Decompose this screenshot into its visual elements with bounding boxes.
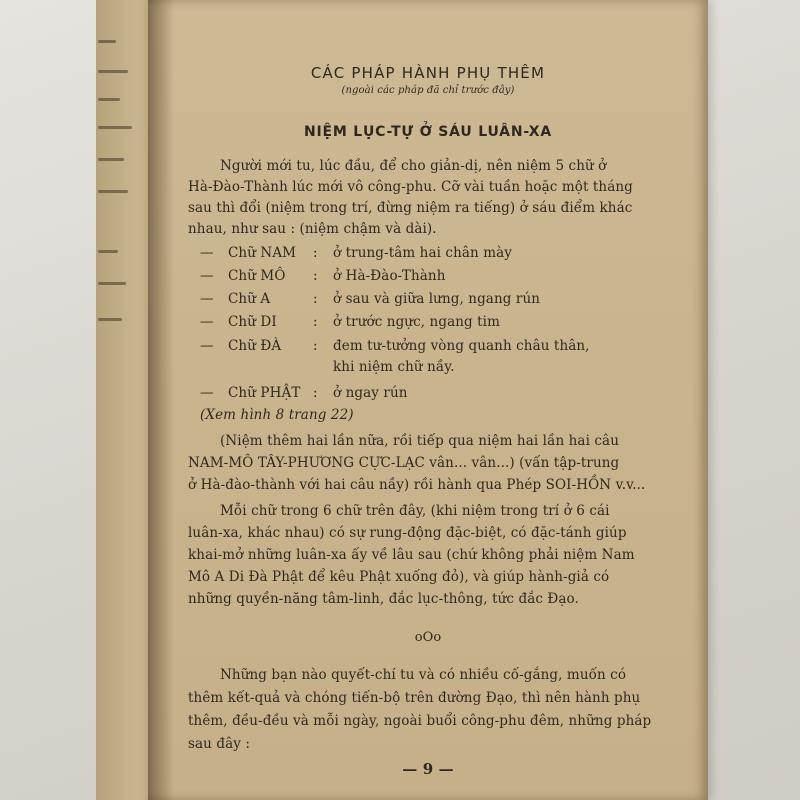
paragraph-line: (Niệm thêm hai lần nữa, rồi tiếp qua niệm hai lần hai câu (220, 433, 619, 449)
list-dash: — (200, 314, 214, 330)
list-colon: : (313, 338, 318, 354)
list-colon: : (313, 291, 318, 307)
intro-line: nhau, như sau : (niệm chậm và dài). (188, 221, 437, 237)
list-desc: ở trước ngực, ngang tim (333, 314, 501, 330)
paragraph-line: Mỗi chữ trong 6 chữ trên đây, (khi niệm trong trí ở 6 cái (220, 503, 610, 519)
list-desc: đem tư-tưởng vòng quanh châu thân, (333, 338, 590, 354)
list-name: Chữ ĐÀ (228, 338, 282, 354)
list-colon: : (313, 245, 318, 261)
list-colon: : (313, 314, 318, 330)
list-name: Chữ NAM (228, 245, 297, 261)
list-desc: ở trung-tâm hai chân mày (333, 245, 512, 261)
intro-line: sau thì đổi (niệm trong trí, đừng niệm ra tiếng) ở sáu điểm khác (188, 200, 633, 216)
list-name: Chữ A (228, 291, 271, 307)
list-desc: ở ngay rún (333, 385, 408, 401)
list-colon: : (313, 268, 318, 284)
list-colon: : (313, 385, 318, 401)
section-separator: oOo (414, 630, 442, 645)
intro-line: Hà-Đào-Thành lúc mới vô công-phu. Cỡ vài tuần hoặc một tháng (188, 179, 633, 195)
page-number: — 9 — (402, 760, 454, 778)
list-desc: ở Hà-Đào-Thành (333, 268, 446, 284)
list-desc: ở sau và giữa lưng, ngang rún (333, 291, 541, 307)
list-dash: — (200, 385, 214, 401)
list-dash: — (200, 245, 214, 261)
intro-line: Người mới tu, lúc đầu, để cho giản-dị, nên niệm 5 chữ ở (220, 158, 607, 174)
list-dash: — (200, 268, 214, 284)
paragraph-line: những quyền-năng tâm-linh, đắc lục-thông, tức đắc Đạo. (188, 591, 579, 607)
paragraph-line: thêm, đều-đều và mỗi ngày, ngoài buổi công-phu đêm, những pháp (188, 713, 652, 729)
paragraph-line: Mô A Di Đà Phật để kêu Phật xuống đỏ), và giúp hành-giả có (188, 569, 610, 585)
list-dash: — (200, 338, 214, 354)
list-desc: khi niệm chữ nầy. (333, 359, 455, 375)
paragraph-line: khai-mở những luân-xa ấy về lâu sau (chứ không phải niệm Nam (188, 547, 635, 563)
paragraph-line: sau đây : (188, 736, 251, 752)
paragraph-line: luân-xa, khác nhau) có sự rung-động đặc-biệt, có đặc-tánh giúp (188, 525, 627, 541)
list-name: Chữ MÔ (228, 268, 286, 284)
paragraph-line: NAM-MÔ TÂY-PHƯƠNG CỰC-LẠC vân... vân...) (vấn tập-trung (188, 455, 620, 471)
list-dash: — (200, 291, 214, 307)
paragraph-line: thêm kết-quả và chóng tiến-bộ trên đường Đạo, thì nên hành phụ (188, 690, 641, 706)
section-heading: NIỆM LỤC-TỰ Ở SÁU LUÂN-XA (303, 124, 553, 140)
list-name: Chữ DI (228, 314, 277, 330)
list-name: Chữ PHẬT (228, 385, 301, 401)
page-gutter-shadow (148, 0, 174, 800)
page-title: CÁC PHÁP HÀNH PHỤ THÊM (310, 64, 546, 82)
page-subtitle: (ngoài các pháp đã chỉ trước đây) (341, 85, 515, 96)
paragraph-line: ở Hà-đào-thành với hai câu nầy) rồi hành qua Phép SOI-HỒN v.v... (188, 477, 646, 493)
book-page (148, 0, 708, 800)
paragraph-line: Những bạn nào quyết-chí tu và có nhiều cố-gắng, muốn có (220, 667, 627, 683)
figure-reference: (Xem hình 8 trang 22) (200, 407, 354, 423)
